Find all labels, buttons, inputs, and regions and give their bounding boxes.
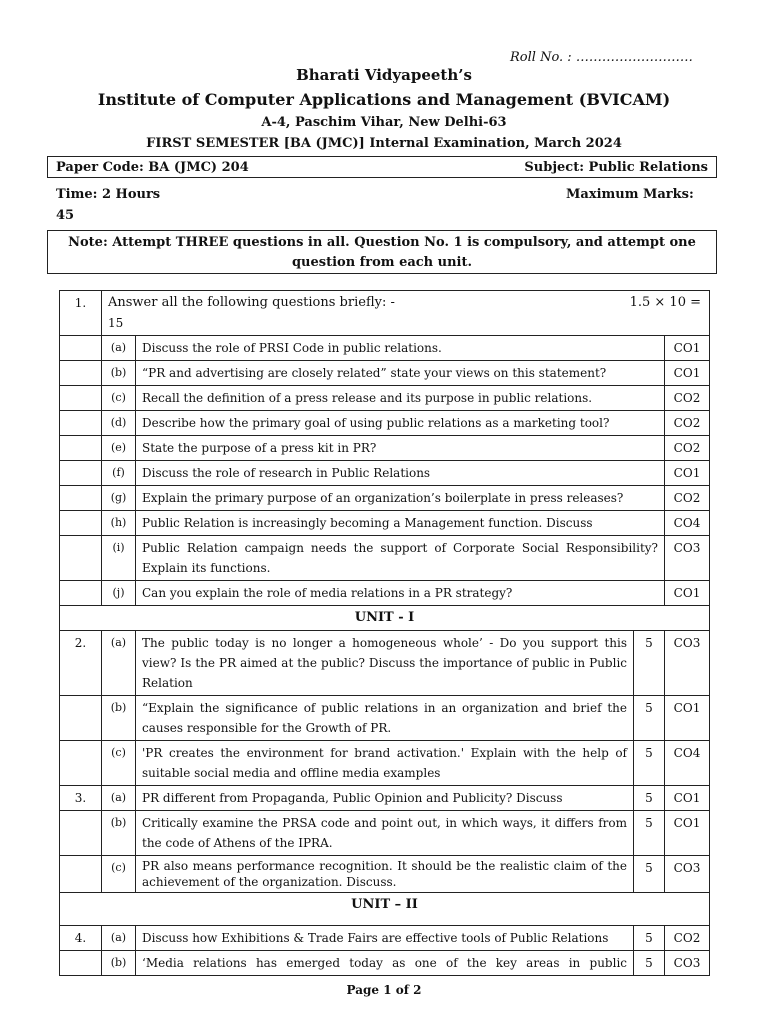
unit-heading: UNIT – II xyxy=(60,893,710,926)
sub-label: (j) xyxy=(102,581,136,606)
table-row xyxy=(60,606,710,631)
question-text: Critically examine the PRSA code and point out, in which ways, it differs from the code of Athens of the IPRA. xyxy=(136,811,634,856)
institute-name: Institute of Computer Applications and Management (BVICAM) xyxy=(97,90,671,109)
question-text: PR also means performance recognition. It should be the realistic claim of the achievement of the organization. Discuss. xyxy=(136,856,634,893)
table-row xyxy=(60,631,710,696)
sub-label: (f) xyxy=(102,461,136,486)
table-row xyxy=(60,486,710,511)
question-text: ‘Media relations has emerged today as one of the key areas in public xyxy=(136,951,634,976)
question-marks-cont: 15 xyxy=(108,316,124,330)
table-row xyxy=(60,893,710,926)
question-text: Explain the primary purpose of an organization’s boilerplate in press releases? xyxy=(136,486,665,511)
sub-label: (g) xyxy=(102,486,136,511)
marks: 5 xyxy=(634,696,665,741)
question-text: Public Relation campaign needs the support of Corporate Social Responsibility? Explain its functions. xyxy=(136,536,665,581)
marks: 5 xyxy=(634,741,665,786)
question-number: 4. xyxy=(60,926,102,951)
sub-label: (a) xyxy=(102,631,136,696)
sub-label: (a) xyxy=(102,786,136,811)
footer-prefix: Page xyxy=(346,983,384,997)
max-marks-label: Maximum Marks: xyxy=(566,187,694,202)
max-marks-value: 45 xyxy=(56,208,75,223)
subject: Subject: Public Relations xyxy=(524,160,708,175)
question-text: Public Relation is increasingly becoming a Management function. Discuss xyxy=(136,511,665,536)
question-text: Describe how the primary goal of using public relations as a marketing tool? xyxy=(136,411,665,436)
institute-address: A-4, Paschim Vihar, New Delhi-63 xyxy=(261,115,507,130)
university-name: Bharati Vidyapeeth’s xyxy=(296,66,472,84)
question-text: State the purpose of a press kit in PR? xyxy=(136,436,665,461)
sub-label: (b) xyxy=(102,696,136,741)
marks: 5 xyxy=(634,926,665,951)
sub-label: (b) xyxy=(102,811,136,856)
roll-number: Roll No. : ……………………… xyxy=(510,50,693,65)
sub-label: (a) xyxy=(102,926,136,951)
table-row xyxy=(60,786,710,811)
question-number: 2. xyxy=(60,631,102,696)
table-row xyxy=(60,856,710,893)
sub-label: (d) xyxy=(102,411,136,436)
question-number: 3. xyxy=(60,786,102,811)
table-row xyxy=(60,291,710,336)
sub-label: (h) xyxy=(102,511,136,536)
marks: 5 xyxy=(634,856,665,893)
table-row xyxy=(60,741,710,786)
question-table xyxy=(59,290,710,976)
instructions-note: Note: Attempt THREE questions in all. Question No. 1 is compulsory, and attempt one question from each unit. xyxy=(47,230,717,274)
table-row xyxy=(60,811,710,856)
table-row xyxy=(60,536,710,581)
course-outcome: CO2 xyxy=(665,486,710,511)
course-outcome: CO4 xyxy=(665,741,710,786)
course-outcome: CO1 xyxy=(665,361,710,386)
question-text: 'PR creates the environment for brand activation.' Explain with the help of suitable social media and offline media examples xyxy=(136,741,634,786)
question-text: Discuss the role of PRSI Code in public relations. xyxy=(136,336,665,361)
table-row xyxy=(60,461,710,486)
page-number: 1 xyxy=(383,983,392,997)
question-text: Can you explain the role of media relations in a PR strategy? xyxy=(136,581,665,606)
course-outcome: CO1 xyxy=(665,581,710,606)
course-outcome: CO1 xyxy=(665,696,710,741)
course-outcome: CO2 xyxy=(665,411,710,436)
sub-label: (c) xyxy=(102,386,136,411)
marks: 5 xyxy=(634,951,665,976)
question-text: Recall the definition of a press release and its purpose in public relations. xyxy=(136,386,665,411)
question-marks: 1.5 × 10 = xyxy=(629,295,701,310)
sub-label: (i) xyxy=(102,536,136,581)
footer-of: of xyxy=(391,983,414,997)
unit-heading: UNIT - I xyxy=(60,606,710,631)
question-text: PR different from Propaganda, Public Opinion and Publicity? Discuss xyxy=(136,786,634,811)
course-outcome: CO2 xyxy=(665,386,710,411)
table-row xyxy=(60,336,710,361)
table-row xyxy=(60,361,710,386)
sub-label: (b) xyxy=(102,951,136,976)
sub-label: (c) xyxy=(102,856,136,893)
question-heading xyxy=(102,291,710,336)
marks: 5 xyxy=(634,811,665,856)
course-outcome: CO1 xyxy=(665,461,710,486)
sub-label: (b) xyxy=(102,361,136,386)
exam-title: FIRST SEMESTER [BA (JMC)] Internal Examination, March 2024 xyxy=(146,136,622,151)
table-row xyxy=(60,436,710,461)
marks: 5 xyxy=(634,631,665,696)
page-footer xyxy=(0,983,768,997)
table-row xyxy=(60,511,710,536)
course-outcome: CO3 xyxy=(665,951,710,976)
course-outcome: CO4 xyxy=(665,511,710,536)
course-outcome: CO2 xyxy=(665,436,710,461)
question-number: 1. xyxy=(60,291,102,336)
table-row xyxy=(60,926,710,951)
question-text: “PR and advertising are closely related” state your views on this statement? xyxy=(136,361,665,386)
question-text: Answer all the following questions briefly: - xyxy=(108,295,395,310)
table-row xyxy=(60,581,710,606)
course-outcome: CO1 xyxy=(665,336,710,361)
sub-label: (c) xyxy=(102,741,136,786)
question-text: The public today is no longer a homogeneous whole’ - Do you support this view? Is the PR aimed at the public? Discuss the importance of public in Public Relation xyxy=(136,631,634,696)
question-text: Discuss how Exhibitions & Trade Fairs are effective tools of Public Relations xyxy=(136,926,634,951)
sub-label: (a) xyxy=(102,336,136,361)
question-text: Discuss the role of research in Public Relations xyxy=(136,461,665,486)
time-allowed: Time: 2 Hours xyxy=(56,187,161,202)
table-row xyxy=(60,696,710,741)
question-text: “Explain the significance of public relations in an organization and brief the causes responsible for the Growth of PR. xyxy=(136,696,634,741)
marks: 5 xyxy=(634,786,665,811)
paper-info-box xyxy=(47,156,717,178)
course-outcome: CO2 xyxy=(665,926,710,951)
course-outcome: CO3 xyxy=(665,631,710,696)
paper-code: Paper Code: BA (JMC) 204 xyxy=(56,160,249,175)
sub-label: (e) xyxy=(102,436,136,461)
course-outcome: CO1 xyxy=(665,786,710,811)
course-outcome: CO3 xyxy=(665,856,710,893)
course-outcome: CO1 xyxy=(665,811,710,856)
table-row xyxy=(60,411,710,436)
course-outcome: CO3 xyxy=(665,536,710,581)
table-row xyxy=(60,951,710,976)
page-total: 2 xyxy=(413,983,422,997)
table-row xyxy=(60,386,710,411)
